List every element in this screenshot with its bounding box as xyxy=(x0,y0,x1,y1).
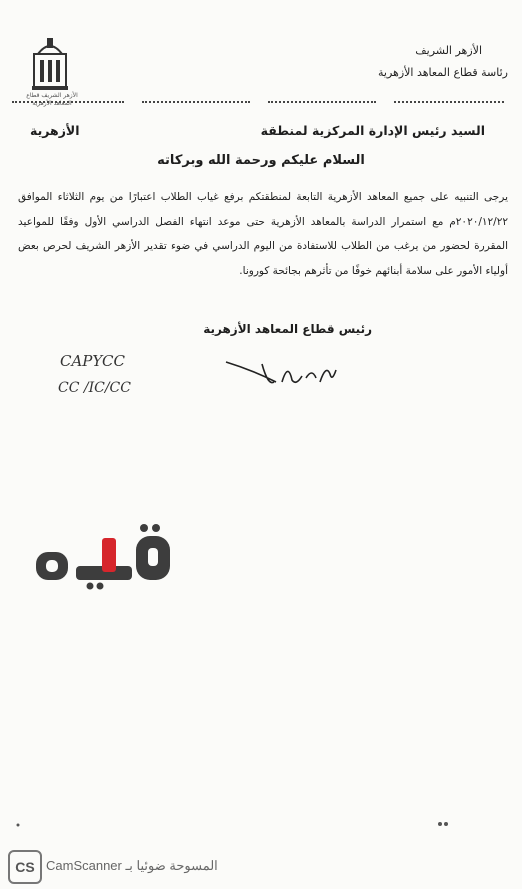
header-divider xyxy=(268,101,376,103)
watermark-logo-graphic xyxy=(32,522,182,592)
vetogate-watermark-logo xyxy=(32,522,182,592)
addressee-region: الأزهرية xyxy=(30,123,80,138)
camscanner-text: CamScanner المسوحة ضوئيا بـ xyxy=(46,858,218,873)
azhar-emblem-logo xyxy=(30,36,70,92)
header-sector: رئاسة قطاع المعاهد الأزهرية xyxy=(378,66,508,79)
emblem-caption: الأزهر الشريف قطاع المعاهد الأزهرية xyxy=(26,92,78,107)
addressee-line xyxy=(30,123,485,138)
signature xyxy=(222,352,342,392)
header-divider xyxy=(12,101,124,103)
signatory-title: رئيس قطاع المعاهد الأزهرية xyxy=(203,322,372,336)
greeting: السلام عليكم ورحمة الله وبركاته xyxy=(157,153,365,168)
header-divider xyxy=(394,101,504,103)
letter-body: يرجى التنبيه على جميع المعاهد الأزهرية التابعة لمنطقتكم برفع غياب الطلاب اعتبارًا من يوم الثلاثاء الموافق ٢٠٢٠/١٢/٢٢م مع استمرار الدراسة بالمعاهد الأزهرية حتى موعد انتهاء الفصل الدراسي الأول وفقًا للمواعيد المقررة لحضور من يرغب من الطلاب للاستفادة من اليوم الدراسي في ضوء تقدير الأزهر الشريف لحرص بعض أولياء الأمور على سلامة أبنائهم خوفًا من تأثرهم بجائحة كورونا. xyxy=(18,191,508,277)
addressee: السيد رئيس الإدارة المركزية لمنطقة xyxy=(260,123,485,138)
camscanner-logo: CS xyxy=(8,850,42,884)
handwritten-date: CC /IC/CC xyxy=(58,380,131,396)
header-divider xyxy=(142,101,250,103)
header-institution: الأزهر الشريف xyxy=(415,44,482,57)
handwritten-number: CAPYCC xyxy=(60,352,125,370)
footer-marks xyxy=(0,820,522,830)
